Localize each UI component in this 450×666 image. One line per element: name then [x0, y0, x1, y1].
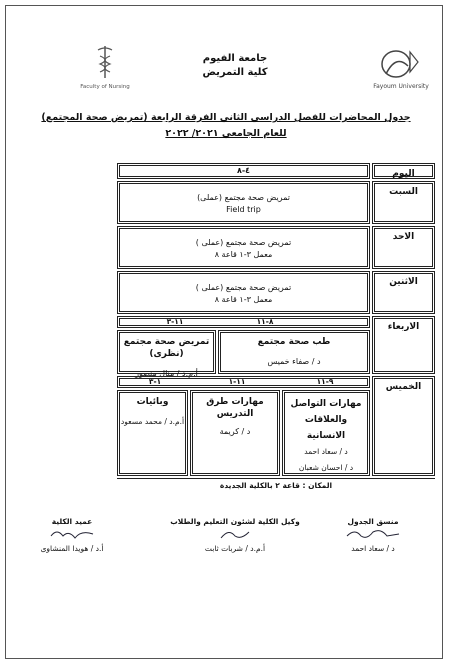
sunday-session	[117, 226, 370, 269]
thursday-slot1-teacher-b: د / احسان شعبان	[298, 463, 354, 472]
wednesday-slot2-time: ١١-٣	[166, 317, 184, 326]
fayoum-university-logo	[366, 44, 436, 94]
thursday-slot3-course: وبائيات	[136, 397, 169, 407]
wednesday-slot1	[218, 330, 370, 374]
title-line-1: جدول المحاضرات للفصل الدراسي الثاني الفرقة الرابعة (تمريض صحة المجتمع)	[41, 112, 411, 123]
dean-role: عميد الكلية	[51, 517, 93, 526]
wednesday-slot1-time: ٨-١١	[256, 317, 274, 326]
vice-dean-name: أ.م.د / شربات ثابت	[204, 544, 266, 553]
dean-name: أ.د / هويدا المنشاوى	[40, 544, 104, 553]
day-sunday: الاحد	[372, 226, 435, 269]
venue-footer: المكان : قاعة ٢ بالكلية الجديدة	[117, 478, 435, 492]
thursday-slot2-course: مهارات طرق التدريس	[206, 397, 264, 419]
saturday-course: تمريض صحة مجتمع (عملى)	[197, 193, 290, 202]
university-name: جامعة الفيوم	[202, 53, 268, 64]
wednesday-slot2	[117, 330, 216, 378]
faculty-nursing-logo	[60, 42, 150, 94]
time-header: ٤-٨	[117, 163, 370, 179]
title-line-2: للعام الجامعي ٢٠٢١/ ٢٠٢٢	[165, 128, 287, 139]
saturday-place: Field trip	[226, 205, 261, 214]
thursday-slot1-teacher-a: د / سعاد احمد	[304, 447, 348, 456]
thursday-slot1-course-b: والعلاقات الانسانية	[304, 415, 348, 441]
saturday-session	[117, 181, 370, 224]
schedule-title	[30, 110, 422, 142]
thursday-slot1	[282, 390, 370, 476]
wednesday-slot2-course: تمريض صحة مجتمع (نظرى)	[123, 337, 210, 359]
thursday-slot3-time: ١-٣	[148, 377, 162, 386]
wednesday-slot2-teacher: أ.م.د / منال منصور	[135, 369, 198, 378]
vice-dean-role: وكيل الكلية لشئون التعليم والطلاب	[170, 517, 300, 526]
coordinator-role: منسق الجدول	[347, 517, 399, 526]
wednesday-slot1-course: طب صحة مجتمع	[257, 337, 331, 347]
wednesday-slot1-teacher: د / صفاء خميس	[267, 357, 321, 366]
signature-dean	[22, 517, 122, 553]
thursday-slot1-course-a: مهارات التواصل	[290, 399, 362, 409]
sunday-course: تمريض صحة مجتمع (عملى )	[195, 238, 292, 247]
faculty-name: كلية التمريض	[202, 67, 268, 78]
dean-signature-mark	[47, 526, 97, 542]
thursday-slot2-teacher: د / كريمة	[219, 427, 251, 436]
coordinator-name: د / سعاد احمد	[351, 544, 395, 553]
signature-vice-dean	[170, 517, 300, 553]
thursday-slot3-teacher: أ.م.د / محمد مسعود	[120, 417, 185, 426]
thursday-slot3	[117, 390, 188, 476]
day-wednesday: الاربعاء	[372, 316, 435, 374]
day-header: اليوم	[372, 163, 435, 179]
signature-coordinator	[328, 517, 418, 553]
monday-session	[117, 271, 370, 314]
thursday-slot2-time: ١١-١	[228, 377, 246, 386]
day-thursday: الخميس	[372, 376, 435, 476]
wednesday-times	[117, 316, 370, 328]
monday-course: تمريض صحة مجتمع (عملى )	[195, 283, 292, 292]
thursday-slot2	[190, 390, 280, 476]
monday-place: معمل ٣-١ قاعة ٨	[214, 295, 273, 304]
svg-text:Fayoum University: Fayoum University	[373, 83, 429, 90]
day-monday: الاثنين	[372, 271, 435, 314]
thursday-slot1-time: ٩-١١	[316, 377, 334, 386]
sunday-place: معمل ٣-١ قاعة ٨	[214, 250, 273, 259]
svg-text:Faculty of Nursing: Faculty of Nursing	[80, 84, 130, 90]
day-saturday: السبت	[372, 181, 435, 224]
vice-dean-signature-mark	[215, 526, 255, 542]
coordinator-signature-mark	[343, 526, 403, 542]
university-heading	[180, 52, 290, 80]
